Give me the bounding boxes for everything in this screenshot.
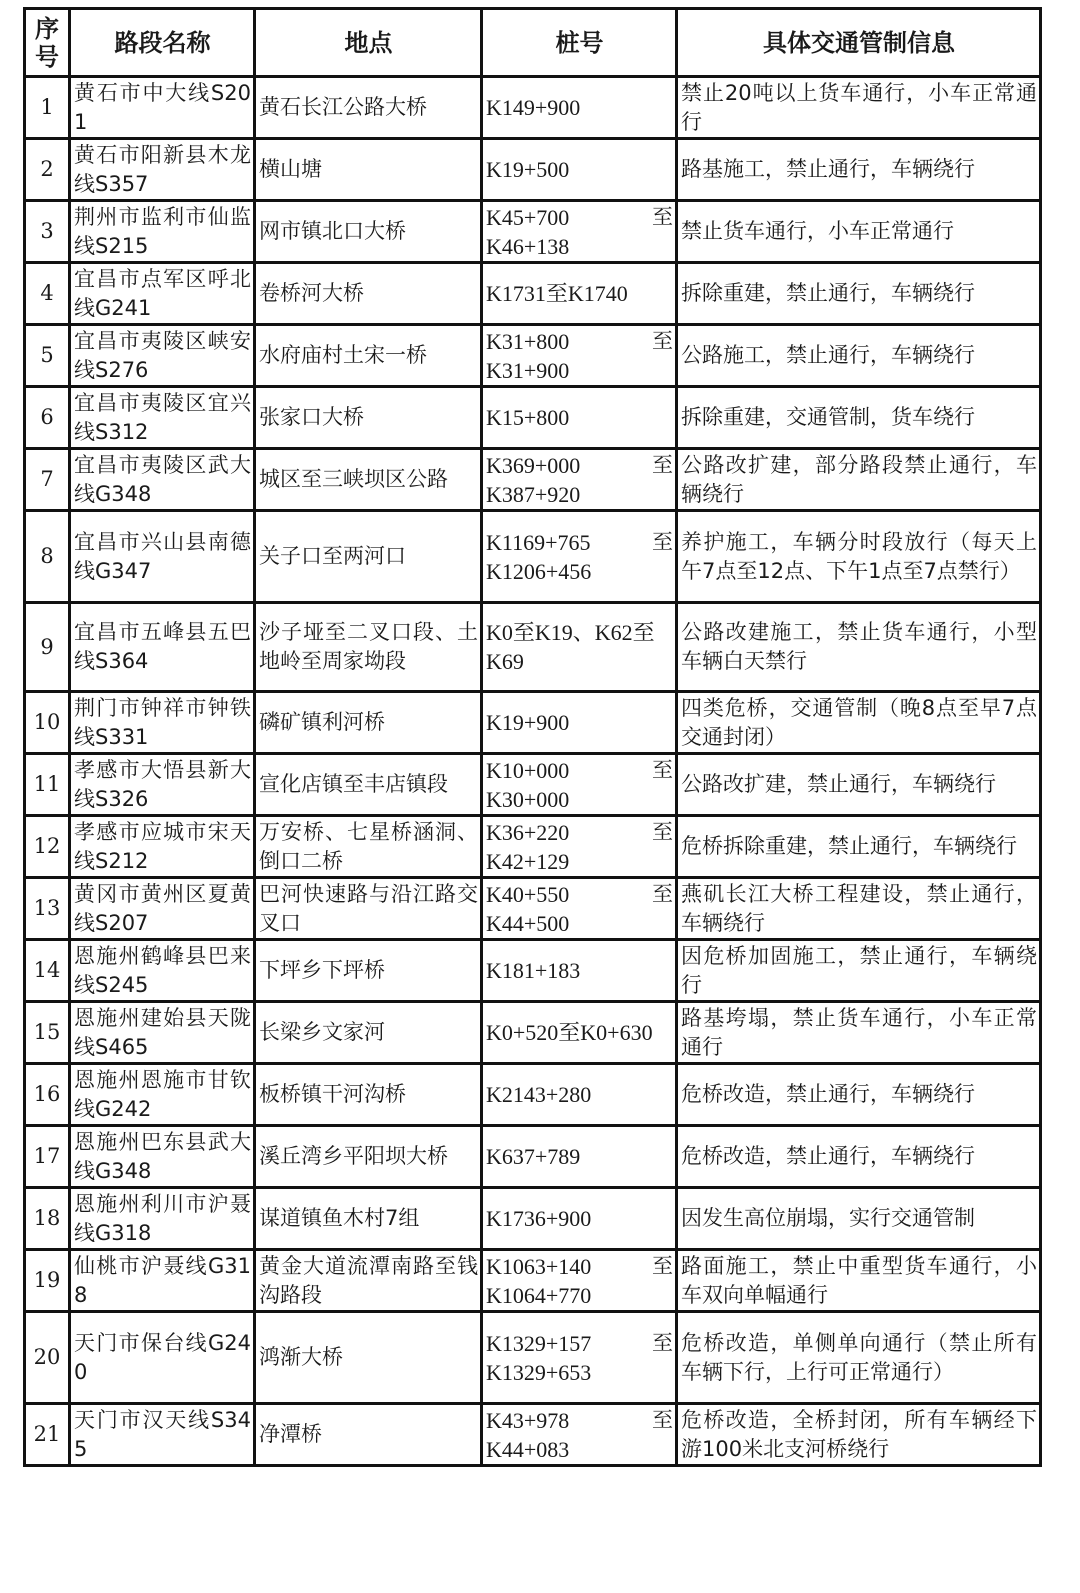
stake-from-line [486,93,673,122]
stake-number-cell [482,139,677,201]
serial-number-cell: 2 [25,139,70,201]
stake-from-line [486,708,673,737]
stake-to: K1206+456 [486,558,592,584]
road-name-cell: 荆门市钟祥市钟铁线S331 [70,692,255,754]
serial-number-cell: 1 [25,77,70,139]
table-row [25,603,1041,692]
stake-from-line [486,1204,673,1233]
serial-number-cell: 12 [25,816,70,878]
control-info-cell: 危桥改造，单侧单向通行（禁止所有车辆下行，上行可正常通行） [677,1312,1041,1404]
stake-to: K46+138 [486,233,570,259]
stake-number-cell [482,754,677,816]
stake-from: K19+900 [486,710,570,735]
serial-number-cell: 10 [25,692,70,754]
road-name-cell: 孝感市应城市宋天线S212 [70,816,255,878]
stake-from: K31+800 [486,328,570,354]
control-info-cell: 公路改扩建，部分路段禁止通行，车辆绕行 [677,449,1041,511]
stake-from-line [486,1406,673,1435]
stake-from-line [486,618,673,647]
control-info-cell: 拆除重建，交通管制，货车绕行 [677,387,1041,449]
table-row [25,387,1041,449]
stake-number-cell [482,878,677,940]
header-location: 地点 [255,9,482,77]
stake-from-line [486,528,673,557]
stake-to-label: 至 [652,1330,673,1355]
stake-to-label: 至 [652,452,673,477]
serial-number-cell: 6 [25,387,70,449]
control-info-cell: 四类危桥，交通管制（晚8点至早7点交通封闭） [677,692,1041,754]
stake-from-line [486,818,673,847]
stake-number-cell [482,603,677,692]
control-info-cell: 危桥改造，禁止通行，车辆绕行 [677,1064,1041,1126]
location-cell: 沙子垭至二叉口段、土地岭至周家坳段 [255,603,482,692]
stake-from-line [486,155,673,184]
stake-number-cell [482,387,677,449]
location-cell: 鸿渐大桥 [255,1312,482,1404]
location-cell: 横山塘 [255,139,482,201]
stake-from: K0+520至K0+630 [486,1020,653,1045]
header-serial-number: 序 号 [25,9,70,77]
location-cell: 张家口大桥 [255,387,482,449]
stake-to: K30+000 [486,786,570,812]
location-cell: 黄金大道流潭南路至钱沟路段 [255,1250,482,1312]
road-name-cell: 黄石市阳新县木龙线S357 [70,139,255,201]
road-name-cell: 宜昌市五峰县五巴线S364 [70,603,255,692]
stake-from: K0至K19、K62至 [486,620,655,645]
location-cell: 万安桥、七星桥涵洞、倒口二桥 [255,816,482,878]
table-row [25,692,1041,754]
header-control-info: 具体交通管制信息 [677,9,1041,77]
road-name-cell: 孝感市大悟县新大线S326 [70,754,255,816]
road-name-cell: 宜昌市夷陵区宜兴线S312 [70,387,255,449]
location-cell: 网市镇北口大桥 [255,201,482,263]
location-cell: 宣化店镇至丰店镇段 [255,754,482,816]
stake-to: K1329+653 [486,1359,592,1385]
road-name-cell: 恩施州鹤峰县巴来线S245 [70,940,255,1002]
serial-number-cell: 19 [25,1250,70,1312]
stake-to-label: 至 [652,1253,673,1278]
control-info-cell: 路面施工，禁止中重型货车通行，小车双向单幅通行 [677,1250,1041,1312]
location-cell: 下坪乡下坪桥 [255,940,482,1002]
location-cell: 板桥镇干河沟桥 [255,1064,482,1126]
serial-number-cell: 17 [25,1126,70,1188]
stake-number-cell [482,201,677,263]
stake-from: K1329+157 [486,1330,592,1356]
location-cell: 长梁乡文家河 [255,1002,482,1064]
serial-number-cell: 15 [25,1002,70,1064]
stake-number-cell [482,449,677,511]
stake-from-line [486,1142,673,1171]
stake-to-label: 至 [652,1407,673,1432]
serial-number-cell: 14 [25,940,70,1002]
table-row [25,1126,1041,1188]
stake-from: K1063+140 [486,1253,592,1279]
stake-from-line [486,203,673,232]
stake-from-line [486,451,673,480]
serial-number-cell: 9 [25,603,70,692]
serial-number-cell: 20 [25,1312,70,1404]
road-name-cell: 恩施州利川市沪聂线G318 [70,1188,255,1250]
stake-from: K181+183 [486,958,581,983]
stake-number-cell [482,511,677,603]
road-name-cell: 仙桃市沪聂线G318 [70,1250,255,1312]
stake-from: K45+700 [486,204,570,230]
road-name-cell: 宜昌市兴山县南德线G347 [70,511,255,603]
table-row [25,1002,1041,1064]
stake-from-line [486,1018,673,1047]
location-cell: 溪丘湾乡平阳坝大桥 [255,1126,482,1188]
stake-number-cell [482,816,677,878]
location-cell: 净潭桥 [255,1404,482,1466]
stake-from: K36+220 [486,819,570,845]
stake-to-label: 至 [652,328,673,353]
road-name-cell: 宜昌市夷陵区峡安线S276 [70,325,255,387]
table-row [25,816,1041,878]
control-info-cell: 公路改建施工，禁止货车通行，小型车辆白天禁行 [677,603,1041,692]
table-row [25,754,1041,816]
location-cell: 巴河快速路与沿江路交叉口 [255,878,482,940]
stake-to-label: 至 [652,204,673,229]
table-row [25,77,1041,139]
stake-number-cell [482,77,677,139]
table-row [25,1404,1041,1466]
serial-number-cell: 7 [25,449,70,511]
control-info-cell: 危桥拆除重建，禁止通行，车辆绕行 [677,816,1041,878]
stake-from: K1169+765 [486,529,591,555]
stake-to: K69 [486,649,524,674]
stake-to-label: 至 [652,819,673,844]
table-row [25,263,1041,325]
location-cell: 水府庙村土宋一桥 [255,325,482,387]
table-row [25,1312,1041,1404]
table-row [25,1064,1041,1126]
stake-from-line [486,1252,673,1281]
stake-from: K1731至K1740 [486,281,628,306]
stake-from-line [486,956,673,985]
stake-to-label: 至 [652,757,673,782]
location-cell: 谋道镇鱼木村7组 [255,1188,482,1250]
stake-from-line [486,1080,673,1109]
stake-from-line [486,403,673,432]
stake-number-cell [482,1064,677,1126]
serial-number-cell: 3 [25,201,70,263]
stake-from: K40+550 [486,881,570,907]
table-row [25,325,1041,387]
stake-to: K31+900 [486,357,570,383]
road-name-cell: 黄冈市黄州区夏黄线S207 [70,878,255,940]
table-row [25,201,1041,263]
table-row [25,940,1041,1002]
stake-to-label: 至 [652,529,673,554]
control-info-cell: 公路施工，禁止通行，车辆绕行 [677,325,1041,387]
control-info-cell: 因危桥加固施工，禁止通行，车辆绕行 [677,940,1041,1002]
stake-from: K2143+280 [486,1082,592,1107]
stake-from-line [486,880,673,909]
stake-number-cell [482,1404,677,1466]
stake-from: K1736+900 [486,1206,592,1231]
control-info-cell: 危桥改造，全桥封闭，所有车辆经下游100米北支河桥绕行 [677,1404,1041,1466]
stake-number-cell [482,1002,677,1064]
location-cell: 卷桥河大桥 [255,263,482,325]
road-name-cell: 黄石市中大线S201 [70,77,255,139]
serial-number-cell: 21 [25,1404,70,1466]
serial-number-cell: 18 [25,1188,70,1250]
table-row [25,511,1041,603]
header-stake-number: 桩号 [482,9,677,77]
table-row [25,449,1041,511]
control-info-cell: 禁止货车通行，小车正常通行 [677,201,1041,263]
road-name-cell: 宜昌市点军区呼北线G241 [70,263,255,325]
stake-to: K44+500 [486,910,570,936]
serial-number-cell: 4 [25,263,70,325]
stake-number-cell [482,1250,677,1312]
table-row [25,1188,1041,1250]
stake-from-line [486,1329,673,1358]
road-name-cell: 恩施州恩施市甘钦线G242 [70,1064,255,1126]
stake-from: K15+800 [486,405,570,430]
stake-number-cell [482,1188,677,1250]
location-cell: 黄石长江公路大桥 [255,77,482,139]
stake-from: K369+000 [486,452,581,478]
header-road-name: 路段名称 [70,9,255,77]
stake-number-cell [482,325,677,387]
stake-number-cell [482,940,677,1002]
serial-number-cell: 11 [25,754,70,816]
control-info-cell: 养护施工，车辆分时段放行（每天上午7点至12点、下午1点至7点禁行） [677,511,1041,603]
stake-to: K42+129 [486,848,570,874]
road-name-cell: 荆州市监利市仙监线S215 [70,201,255,263]
stake-to-label: 至 [652,881,673,906]
serial-number-cell: 5 [25,325,70,387]
stake-from: K19+500 [486,157,570,182]
control-info-cell: 路基施工，禁止通行，车辆绕行 [677,139,1041,201]
stake-from-line [486,327,673,356]
stake-number-cell [482,1126,677,1188]
serial-number-cell: 13 [25,878,70,940]
stake-from: K149+900 [486,95,581,120]
road-name-cell: 恩施州巴东县武大线G348 [70,1126,255,1188]
control-info-cell: 拆除重建，禁止通行，车辆绕行 [677,263,1041,325]
stake-to: K44+083 [486,1436,570,1462]
stake-from: K637+789 [486,1144,581,1169]
table-row [25,139,1041,201]
serial-number-cell: 16 [25,1064,70,1126]
stake-number-cell [482,263,677,325]
stake-from-line [486,279,673,308]
location-cell: 关子口至两河口 [255,511,482,603]
stake-from: K43+978 [486,1407,570,1433]
table-row [25,1250,1041,1312]
control-info-cell: 禁止20吨以上货车通行，小车正常通行 [677,77,1041,139]
control-info-cell: 公路改扩建，禁止通行，车辆绕行 [677,754,1041,816]
control-info-cell: 因发生高位崩塌，实行交通管制 [677,1188,1041,1250]
stake-number-cell [482,692,677,754]
road-name-cell: 恩施州建始县天陇线S465 [70,1002,255,1064]
control-info-cell: 危桥改造，禁止通行，车辆绕行 [677,1126,1041,1188]
road-name-cell: 天门市汉天线S345 [70,1404,255,1466]
stake-number-cell [482,1312,677,1404]
control-info-cell: 路基垮塌，禁止货车通行，小车正常通行 [677,1002,1041,1064]
road-name-cell: 宜昌市夷陵区武大线G348 [70,449,255,511]
location-cell: 城区至三峡坝区公路 [255,449,482,511]
serial-number-cell: 8 [25,511,70,603]
stake-from: K10+000 [486,757,570,783]
stake-from-line [486,756,673,785]
table-header-row [25,9,1041,77]
table-row [25,878,1041,940]
control-info-cell: 燕矶长江大桥工程建设，禁止通行，车辆绕行 [677,878,1041,940]
location-cell: 磷矿镇利河桥 [255,692,482,754]
stake-to: K1064+770 [486,1282,592,1308]
road-name-cell: 天门市保台线G240 [70,1312,255,1404]
traffic-control-table [23,7,1042,1467]
stake-to: K387+920 [486,481,581,507]
